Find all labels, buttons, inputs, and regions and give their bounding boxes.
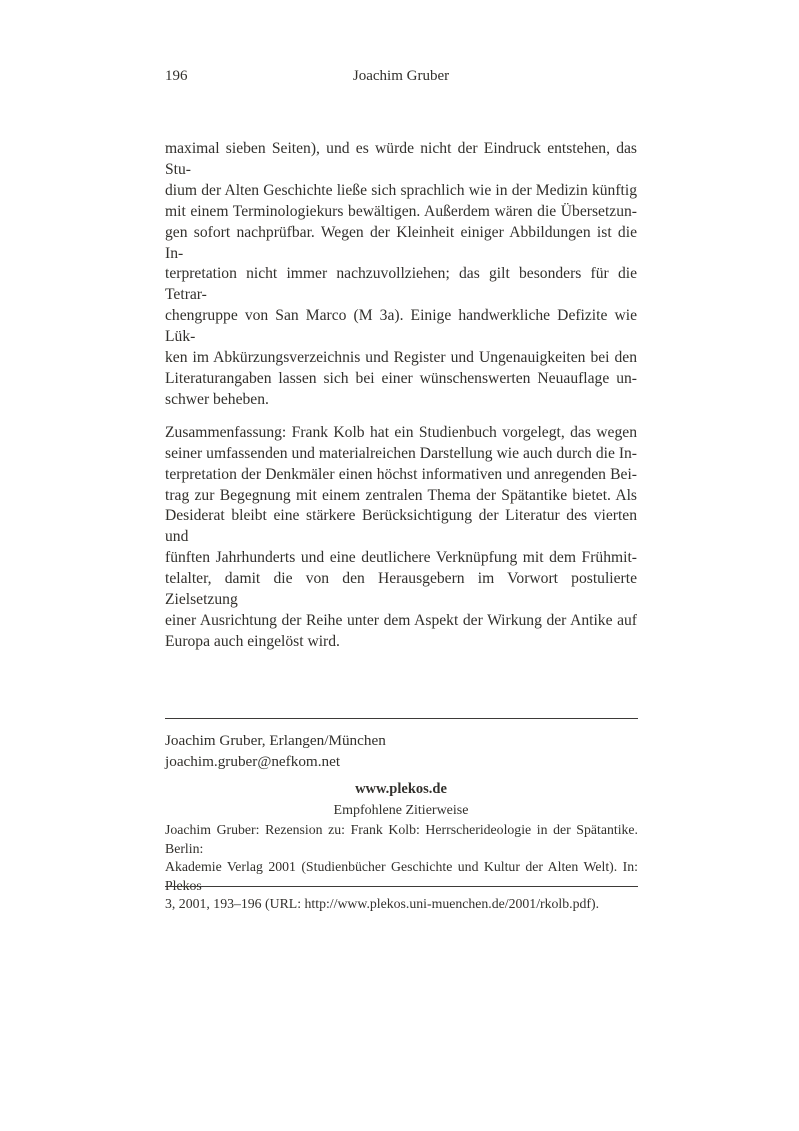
body-line: einer Ausrichtung der Reihe unter dem Aspekt der Wirkung der Antike auf (165, 611, 637, 629)
page-number: 196 (165, 68, 188, 84)
citation-line: 3, 2001, 193–196 (URL: http://www.plekos.uni-muenchen.de/2001/rkolb.pdf). (165, 896, 600, 911)
page-header (165, 68, 637, 85)
body-line: Desiderat bleibt eine stärkere Berücksichtigung der Literatur des vierten und (165, 507, 637, 546)
footer-divider-bottom (165, 886, 638, 887)
citation-block (165, 821, 638, 914)
citation-line: Akademie Verlag 2001 (Studienbücher Geschichte und Kultur der Alten Welt). In: Plekos (165, 859, 638, 893)
author-name-line: Joachim Gruber, Erlangen/München (165, 732, 386, 749)
body-line: Zusammenfassung: Frank Kolb hat ein Studienbuch vorgelegt, das wegen (165, 423, 637, 441)
body-line: terpretation nicht immer nachzuvollziehen; das gilt besonders für die Tetrar- (165, 265, 637, 304)
body-line: trag zur Begegnung mit einem zentralen Thema der Spätantike bietet. Als (165, 486, 637, 504)
body-line: ken im Abkürzungsverzeichnis und Register und Ungenauigkeiten bei den (165, 349, 637, 367)
citation-line: Joachim Gruber: Rezension zu: Frank Kolb: Herrscherideologie in der Spätantike. Berlin: (165, 822, 638, 856)
author-email: joachim.gruber@nefkom.net (165, 753, 341, 770)
body-line: seiner umfassenden und materialreichen Darstellung wie auch durch die In- (165, 444, 637, 462)
author-contact (165, 730, 637, 772)
body-line: maximal sieben Seiten), und es würde nicht der Eindruck entstehen, das Stu- (165, 140, 637, 178)
paragraph-2 (165, 423, 637, 653)
footer-divider-top (165, 718, 638, 719)
website-label: www.plekos.de (355, 781, 447, 797)
body-line: chengruppe von San Marco (M 3a). Einige handwerkliche Defizite wie Lük- (165, 307, 637, 346)
body-line: gen sofort nachprüfbar. Wegen der Kleinheit einiger Abbildungen ist die In- (165, 223, 637, 262)
running-header: Joachim Gruber (352, 68, 450, 84)
body-line: fünften Jahrhunderts und eine deutlichere Verknüpfung mit dem Frühmit- (165, 549, 637, 567)
paragraph-1 (165, 139, 637, 411)
citation-heading: Empfohlene Zitierweise (333, 803, 469, 818)
body-line: dium der Alten Geschichte ließe sich sprachlich wie in der Medizin künftig (165, 181, 637, 199)
body-line: telalter, damit die von den Herausgebern im Vorwort postulierte Zielsetzung (165, 570, 637, 609)
body-line: Europa auch eingelöst wird. (165, 632, 340, 650)
body-line: Literaturangaben lassen sich bei einer wünschenswerten Neuauflage un- (165, 369, 637, 387)
body-line: mit einem Terminologiekurs bewältigen. Außerdem wären die Übersetzun- (165, 202, 637, 220)
body-line: schwer beheben. (165, 390, 269, 408)
body-text (165, 139, 637, 665)
body-line: terpretation der Denkmäler einen höchst informativen und anregenden Bei- (165, 465, 637, 483)
